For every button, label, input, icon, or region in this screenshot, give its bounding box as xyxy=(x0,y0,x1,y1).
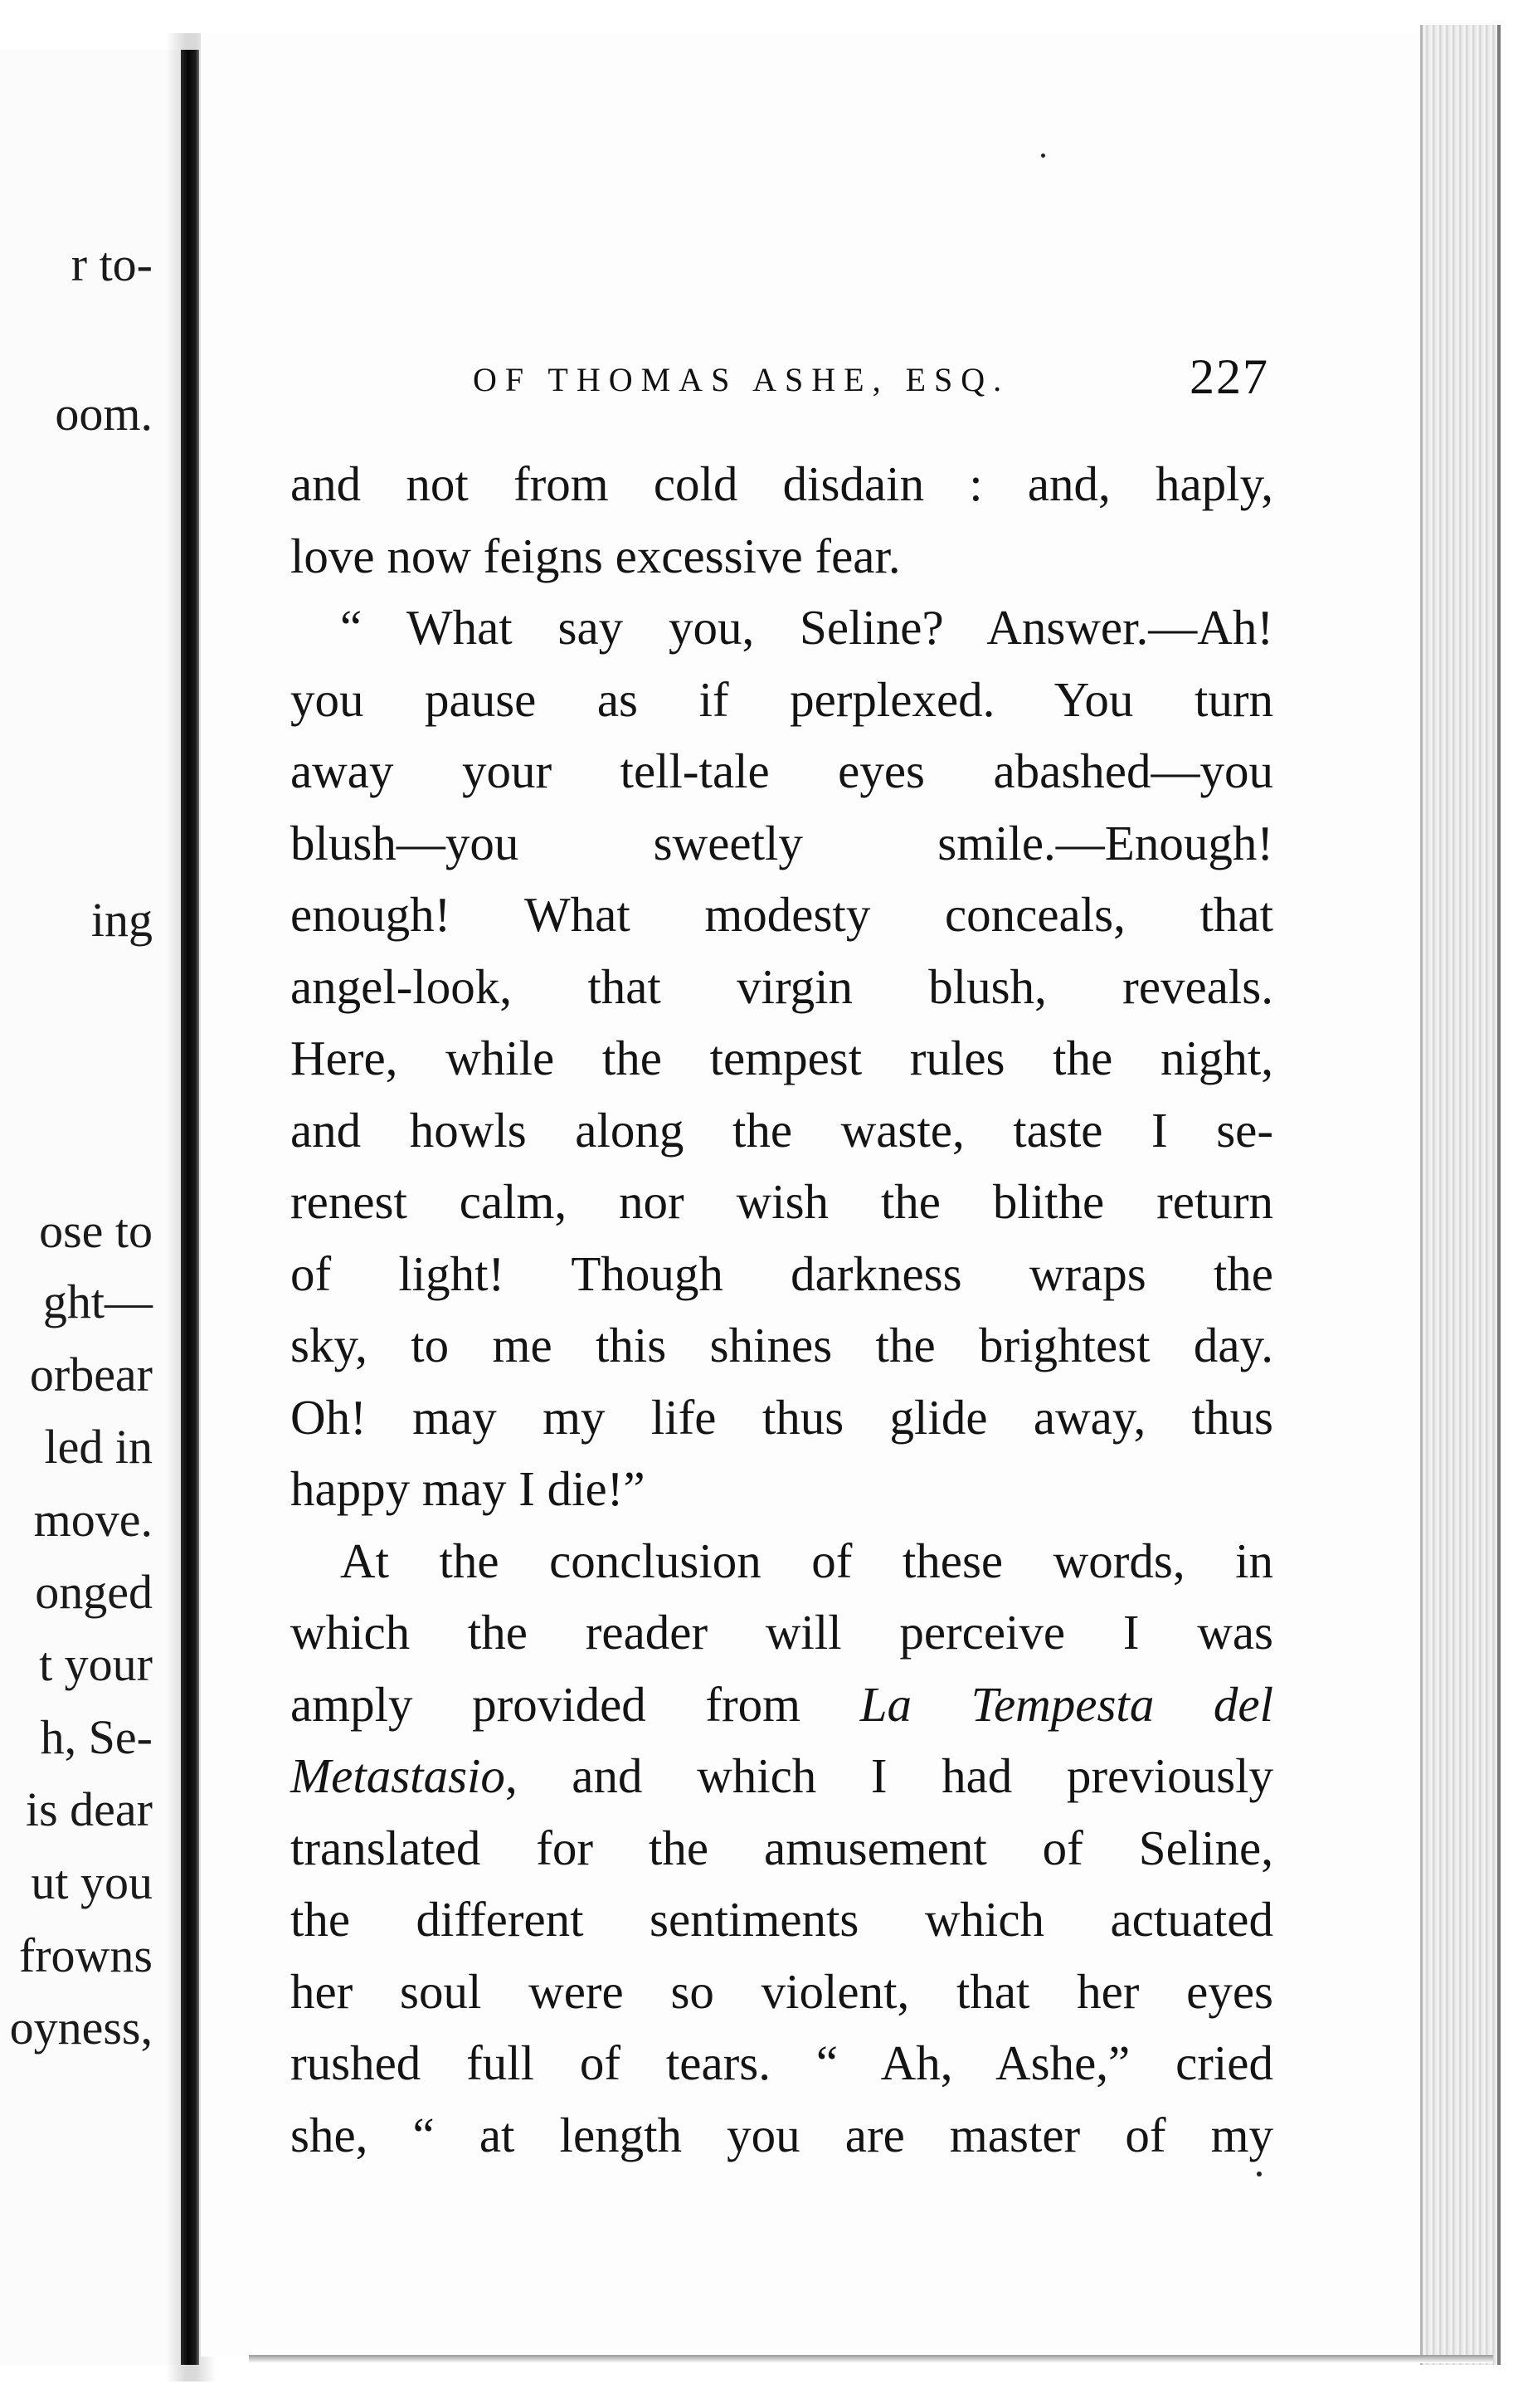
previous-page-line: move. xyxy=(33,1493,153,1547)
text-line: blush—you sweetly smile.—Enough! xyxy=(290,815,1273,870)
text-line: away your tell-tale eyes abashed—you xyxy=(290,743,1273,798)
text-line: she, “ at length you are master of my xyxy=(290,2107,1273,2162)
running-title: OF THOMAS ASHE, ESQ. xyxy=(473,361,1010,398)
text-line: of light! Though darkness wraps the xyxy=(290,1245,1273,1301)
text-line: happy may I die!” xyxy=(290,1461,645,1516)
text-line: “ What say you, Seline? Answer.—Ah! xyxy=(340,600,1273,655)
previous-page-line: r to- xyxy=(71,237,153,291)
ink-speck xyxy=(1041,154,1045,158)
text-line: translated for the amusement of Seline, xyxy=(290,1820,1273,1875)
previous-page-fragment xyxy=(0,50,178,2365)
previous-page-line: oyness, xyxy=(9,2001,153,2055)
text-line xyxy=(290,1669,1273,1741)
text-line: which the reader will perceive I was xyxy=(290,1605,1273,1660)
text-line: Oh! may my life thus glide away, thus xyxy=(290,1389,1273,1445)
text-line xyxy=(290,1740,1273,1812)
italic-title: La Tempesta del xyxy=(859,1676,1274,1732)
text-run: amply provided from xyxy=(290,1676,860,1732)
text-line: At the conclusion of these words, in xyxy=(340,1533,1273,1588)
text-line: rushed full of tears. “ Ah, Ashe,” cried xyxy=(290,2035,1273,2090)
text-line: sky, to me this shines the brightest day. xyxy=(290,1318,1273,1372)
text-line: you pause as if perplexed. You turn xyxy=(290,671,1273,727)
text-line: Here, while the tempest rules the night, xyxy=(290,1031,1273,1085)
text-line: her soul were so violent, that her eyes xyxy=(290,1963,1273,2019)
text-line: and not from cold disdain : and, haply, xyxy=(290,456,1273,511)
page-bottom-shadow xyxy=(249,2355,1493,2363)
page-edges xyxy=(1420,25,1501,2365)
previous-page-line: ose to xyxy=(39,1204,153,1258)
text-line: renest calm, nor wish the blithe return xyxy=(290,1174,1273,1229)
text-run: , and which I had previously xyxy=(504,1748,1273,1803)
previous-page-line: ing xyxy=(90,893,153,947)
text-line: angel-look, that virgin blush, reveals. xyxy=(290,958,1273,1014)
previous-page-line: oom. xyxy=(55,387,153,441)
italic-title: Metastasio xyxy=(290,1748,505,1803)
page-number: 227 xyxy=(1190,349,1269,404)
previous-page-line: is dear xyxy=(26,1782,153,1836)
body-text xyxy=(290,448,1273,2171)
ink-speck xyxy=(1257,2172,1262,2176)
previous-page-line: ght— xyxy=(42,1275,153,1328)
previous-page-line: t your xyxy=(39,1637,153,1691)
previous-page-line: h, Se- xyxy=(40,1710,153,1764)
previous-page-line: frowns xyxy=(18,1928,153,1982)
previous-page-line: onged xyxy=(35,1565,153,1619)
previous-page-line: ut you xyxy=(31,1855,153,1909)
text-line: the different sentiments which actuated xyxy=(290,1892,1273,1947)
book-gutter xyxy=(181,50,199,2365)
previous-page-line: orbear xyxy=(29,1348,153,1401)
text-line: love now feigns excessive fear. xyxy=(290,528,901,583)
text-line: enough! What modesty conceals, that xyxy=(290,887,1273,942)
running-head xyxy=(274,349,1269,407)
previous-page-line: led in xyxy=(44,1420,153,1474)
text-line: and howls along the waste, taste I se- xyxy=(290,1102,1273,1158)
